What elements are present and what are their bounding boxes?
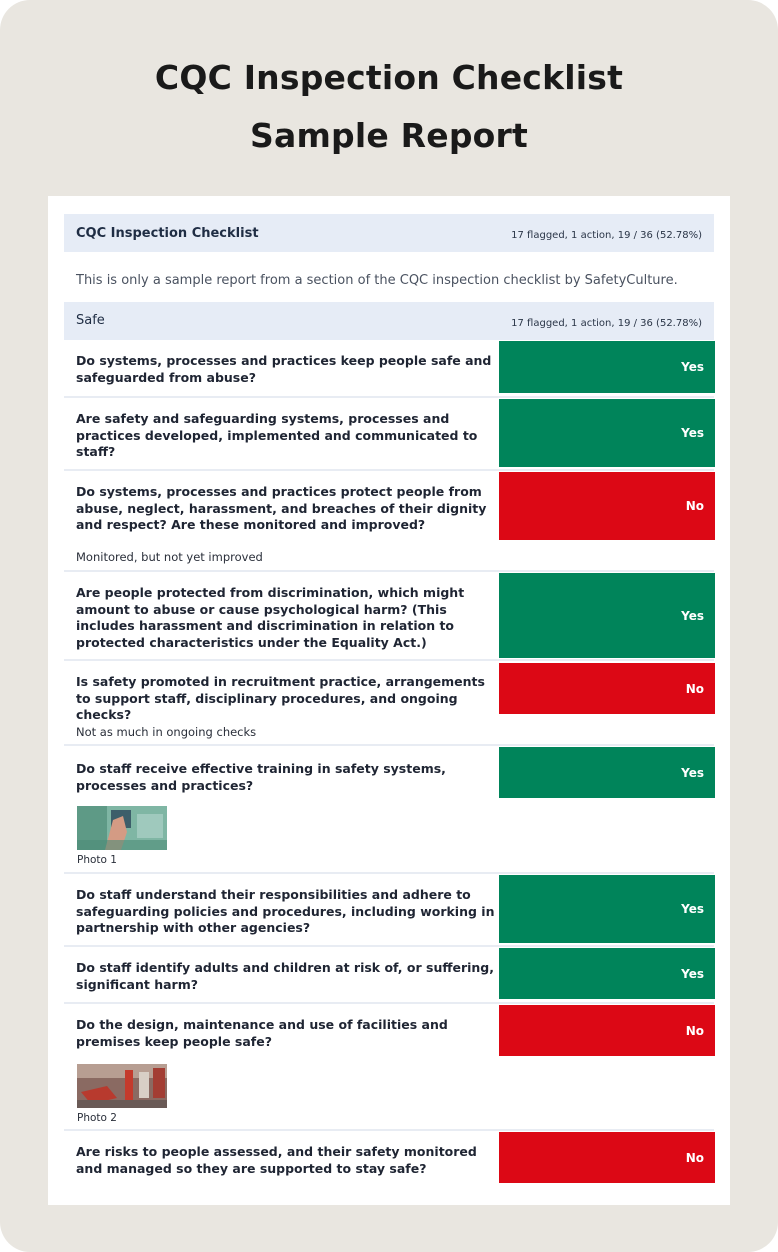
answer-badge <box>499 1132 715 1183</box>
photo-thumbnail[interactable] <box>77 1064 167 1108</box>
answer-label: No <box>685 1150 704 1165</box>
report-header <box>64 214 714 252</box>
checklist-item <box>64 399 714 469</box>
photo-label: Photo 2 <box>77 1112 117 1124</box>
answer-badge <box>499 399 715 467</box>
checklist-item <box>64 747 714 871</box>
row-divider <box>64 469 714 471</box>
checklist-item <box>64 341 714 395</box>
answer-label: Yes <box>681 902 704 916</box>
answer-label: No <box>685 681 704 696</box>
answer-badge <box>499 1005 715 1056</box>
question-text: Are safety and safeguarding systems, processes and practices developed, implemented and communicated to staff? <box>76 411 478 459</box>
answer-badge <box>499 573 715 658</box>
answer-label: Yes <box>681 360 704 374</box>
section-stats: 17 flagged, 1 action, 19 / 36 (52.78%) <box>511 318 702 329</box>
item-comment: Monitored, but not yet improved <box>76 550 263 564</box>
answer-badge <box>499 663 715 714</box>
answer-badge <box>499 472 715 540</box>
question-text: Do staff understand their responsibilities and adhere to safeguarding policies and procedures, including working in partnership with other agencies? <box>76 887 495 935</box>
answer-label: Yes <box>681 765 704 780</box>
photo-label: Photo 1 <box>77 854 117 866</box>
checklist-item <box>64 1005 714 1129</box>
answer-label: Yes <box>681 608 704 623</box>
question-text: Are risks to people assessed, and their safety monitored and managed so they are supported to stay safe? <box>76 1144 477 1176</box>
photo-thumbnail[interactable] <box>77 806 167 850</box>
photo-image <box>77 1064 167 1108</box>
row-divider <box>64 570 714 572</box>
row-divider <box>64 744 714 746</box>
checklist-item <box>64 948 714 1001</box>
row-divider <box>64 872 714 874</box>
question-text: Do systems, processes and practices keep people safe and safeguarded from abuse? <box>76 353 492 385</box>
question-text: Do the design, maintenance and use of facilities and premises keep people safe? <box>76 1017 448 1049</box>
question-text: Do staff identify adults and children at risk of, or suffering, significant harm? <box>76 960 494 992</box>
answer-badge <box>499 875 715 943</box>
question-text: Do systems, processes and practices protect people from abuse, neglect, harassment, and breaches of their dignity and respect? Are these monitored and improved? <box>76 484 487 532</box>
row-divider <box>64 396 714 398</box>
report-panel <box>48 196 730 1205</box>
question-text: Is safety promoted in recruitment practice, arrangements to support staff, disciplinary procedures, and ongoing checks? <box>76 674 485 722</box>
row-divider <box>64 1129 714 1131</box>
checklist-item <box>64 1132 714 1184</box>
section-header <box>64 302 714 340</box>
answer-label: No <box>685 499 704 513</box>
answer-label: No <box>685 1023 704 1038</box>
item-comment: Not as much in ongoing checks <box>76 725 257 739</box>
report-note: This is only a sample report from a section of the CQC inspection checklist by SafetyCulture. <box>76 273 678 288</box>
checklist-item <box>64 573 714 659</box>
question-text: Do staff receive effective training in safety systems, processes and practices? <box>76 761 446 793</box>
row-divider <box>64 659 714 661</box>
report-header-title: CQC Inspection Checklist <box>76 226 259 241</box>
section-title: Safe <box>76 313 105 328</box>
row-divider <box>64 945 714 947</box>
answer-badge <box>499 747 715 798</box>
photo-image <box>77 806 167 850</box>
question-text: Are people protected from discrimination, which might amount to abuse or cause psychological harm? (This includes harassment and discrimination in relation to protected characteristics under the Equality Act.) <box>76 585 465 650</box>
page-title: CQC Inspection Checklist <box>154 58 624 97</box>
checklist-item <box>64 472 714 569</box>
checklist-item <box>64 663 714 743</box>
report-header-stats: 17 flagged, 1 action, 19 / 36 (52.78%) <box>511 230 702 241</box>
answer-badge <box>499 948 715 999</box>
row-divider <box>64 1002 714 1004</box>
answer-label: Yes <box>681 426 704 440</box>
answer-label: Yes <box>681 966 704 981</box>
page-subtitle: Sample Report <box>250 116 528 155</box>
answer-badge <box>499 341 715 393</box>
checklist-item <box>64 875 714 945</box>
